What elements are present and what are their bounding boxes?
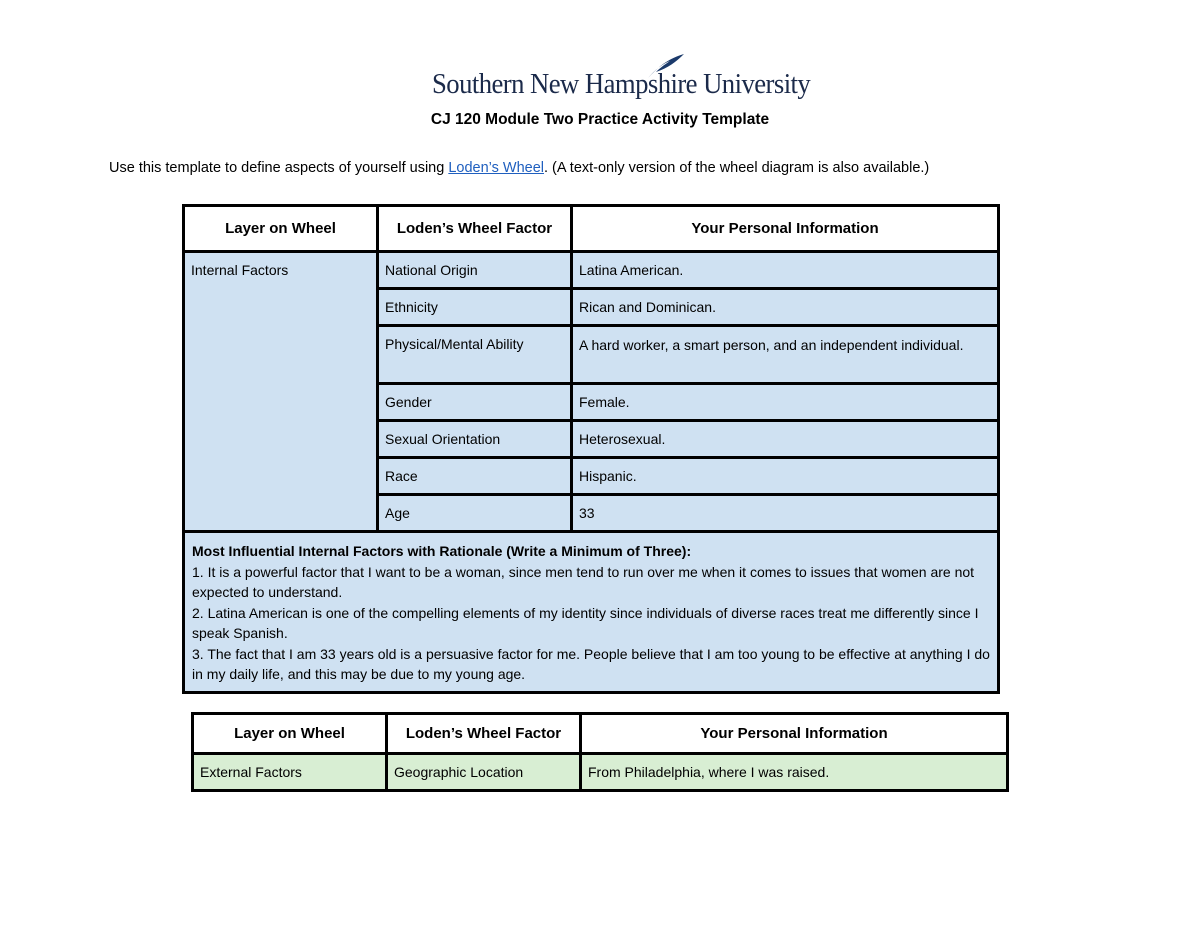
university-name: Southern New Hampshire University bbox=[432, 68, 811, 100]
table-row bbox=[184, 252, 999, 289]
factor-cell: Geographic Location bbox=[387, 754, 581, 791]
rationale-item-2: 2. Latina American is one of the compelling elements of my identity since individuals of diverse races treat me differently since I speak Spanish. bbox=[192, 604, 979, 641]
table-row bbox=[193, 754, 1008, 791]
rationale-item-3: 3. The fact that I am 33 years old is a persuasive factor for me. People believe that I am too young to be effective at anything I do in my daily life, and this may be due to my young age. bbox=[192, 645, 990, 682]
layer-cell: External Factors bbox=[193, 754, 387, 791]
header-layer: Layer on Wheel bbox=[184, 206, 378, 252]
internal-factors-table bbox=[182, 204, 1000, 694]
rationale-cell bbox=[184, 532, 999, 693]
factor-cell: Ethnicity bbox=[378, 289, 572, 326]
rationale-row bbox=[184, 532, 999, 693]
factor-cell: Gender bbox=[378, 384, 572, 421]
header-factor: Loden’s Wheel Factor bbox=[387, 714, 581, 754]
rationale-heading: Most Influential Internal Factors with Rationale (Write a Minimum of Three): bbox=[192, 543, 692, 559]
intro-paragraph bbox=[109, 160, 929, 176]
header-info: Your Personal Information bbox=[572, 206, 999, 252]
table-header-row bbox=[193, 714, 1008, 754]
intro-text-before: Use this template to define aspects of yourself using bbox=[109, 160, 449, 176]
header-info: Your Personal Information bbox=[581, 714, 1008, 754]
quill-icon bbox=[646, 52, 686, 80]
layer-cell: Internal Factors bbox=[184, 252, 378, 532]
header-factor: Loden’s Wheel Factor bbox=[378, 206, 572, 252]
table-header-row bbox=[184, 206, 999, 252]
factor-cell: National Origin bbox=[378, 252, 572, 289]
university-logo bbox=[432, 52, 811, 104]
factor-cell: Race bbox=[378, 458, 572, 495]
factor-cell: Age bbox=[378, 495, 572, 532]
factor-cell: Physical/Mental Ability bbox=[378, 326, 572, 384]
rationale-item-1: 1. It is a powerful factor that I want to be a woman, since men tend to run over me when it comes to issues that women are not expected to understand. bbox=[192, 563, 975, 600]
info-cell: A hard worker, a smart person, and an independent individual. bbox=[572, 326, 999, 384]
info-cell: Latina American. bbox=[572, 252, 999, 289]
lodens-wheel-link[interactable]: Loden’s Wheel bbox=[448, 160, 544, 176]
external-factors-table bbox=[191, 712, 1009, 792]
info-cell: From Philadelphia, where I was raised. bbox=[581, 754, 1008, 791]
document-title: CJ 120 Module Two Practice Activity Template bbox=[430, 111, 770, 128]
header-layer: Layer on Wheel bbox=[193, 714, 387, 754]
factor-cell: Sexual Orientation bbox=[378, 421, 572, 458]
info-cell: Hispanic. bbox=[572, 458, 999, 495]
info-cell: 33 bbox=[572, 495, 999, 532]
intro-text-after: . (A text-only version of the wheel diagram is also available.) bbox=[544, 160, 930, 176]
info-cell: Rican and Dominican. bbox=[572, 289, 999, 326]
info-cell: Heterosexual. bbox=[572, 421, 999, 458]
info-cell: Female. bbox=[572, 384, 999, 421]
